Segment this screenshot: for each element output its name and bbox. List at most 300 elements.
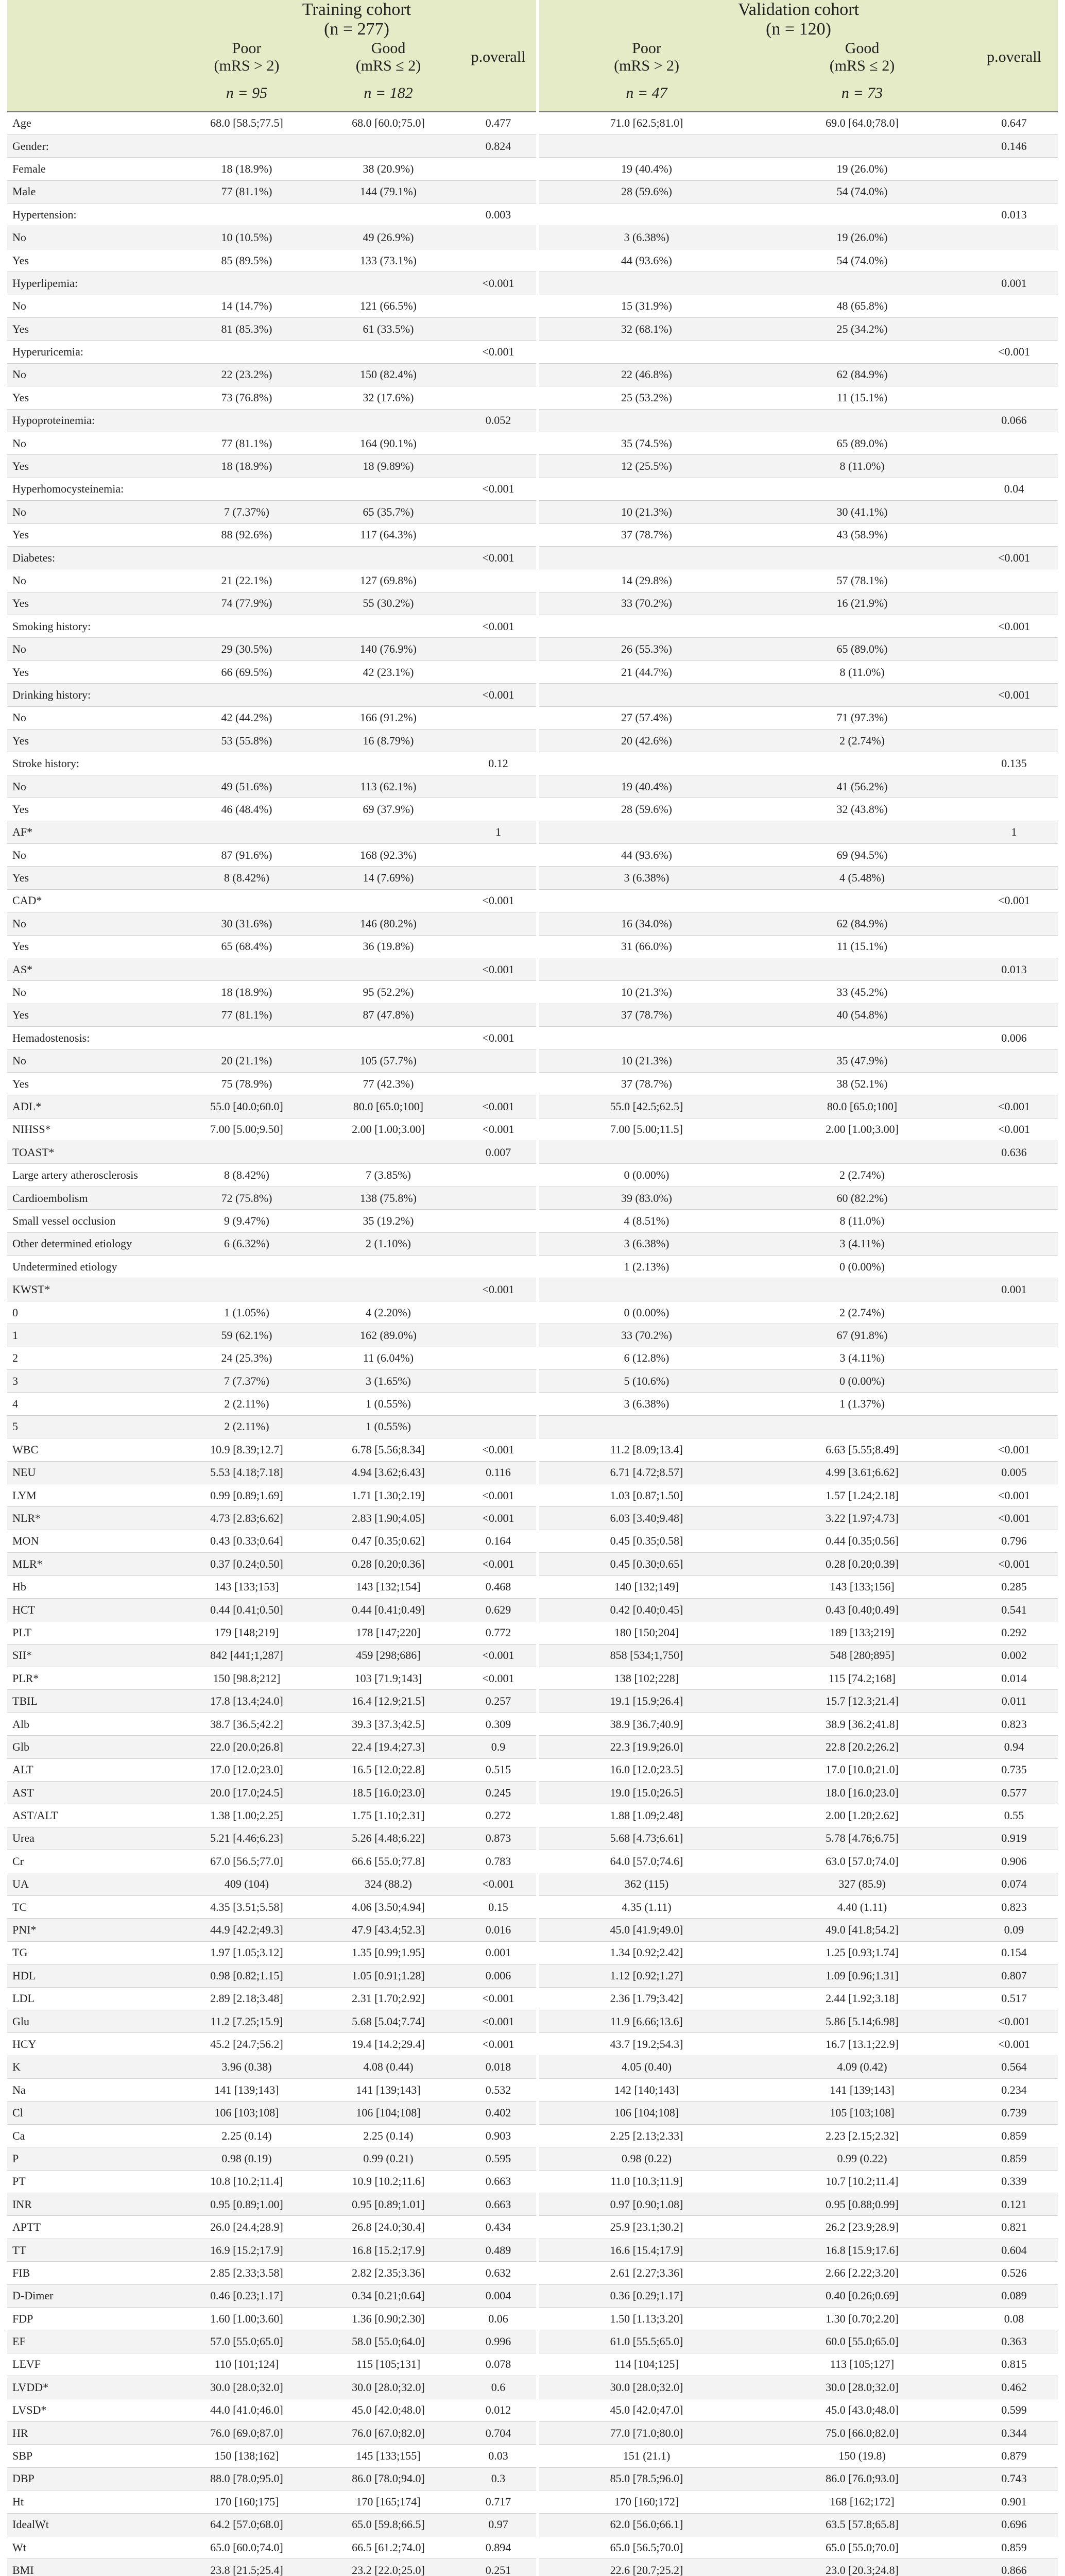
val-good-value: 1.25 [0.93;1.74] [754, 1941, 970, 1964]
train-p-value: 0.489 [460, 2239, 538, 2261]
train-poor-value: 110 [101;124] [177, 2353, 316, 2376]
val-p-value: 0.647 [970, 112, 1058, 134]
val-good-value: 32 (43.8%) [754, 798, 970, 821]
variable-label: Small vessel occlusion [7, 1210, 177, 1232]
val-good-value: 113 [105;127] [754, 2353, 970, 2376]
train-poor-value: 4.73 [2.83;6.62] [177, 1507, 316, 1530]
train-poor-value [177, 478, 316, 500]
table-row [7, 386, 1058, 409]
val-good-value: 69 (94.5%) [754, 844, 970, 867]
val-p-value: 0.55 [970, 1804, 1058, 1827]
val-good-value: 2.44 [1.92;3.18] [754, 1987, 970, 2010]
val-good-value: 23.0 [20.3;24.8] [754, 2559, 970, 2576]
table-row [7, 1782, 1058, 1804]
val-good-value: 38 (52.1%) [754, 1072, 970, 1095]
table-row [7, 1895, 1058, 1918]
val-good-value: 141 [139;143] [754, 2079, 970, 2102]
train-p-value: <0.001 [460, 546, 538, 569]
val-poor-value: 114 [104;125] [538, 2353, 754, 2376]
train-p-value: 0.016 [460, 1919, 538, 1941]
train-poor-value: 85 (89.5%) [177, 249, 316, 272]
train-p-value [460, 363, 538, 386]
train-poor-value: 14 (14.7%) [177, 295, 316, 317]
train-p-value: 0.477 [460, 112, 538, 134]
train-good-value: 1.36 [0.90;2.30] [316, 2308, 460, 2330]
variable-label: KWST* [7, 1278, 177, 1301]
val-p-value [970, 1347, 1058, 1369]
val-p-value [970, 249, 1058, 272]
val-good-value: 62 (84.9%) [754, 912, 970, 935]
train-p-value: 0.894 [460, 2536, 538, 2558]
val-poor-value: 55.0 [42.5;62.5] [538, 1095, 754, 1118]
val-p-value: 1 [970, 821, 1058, 843]
val-poor-value: 25.9 [23.1;30.2] [538, 2216, 754, 2239]
val-poor-value: 31 (66.0%) [538, 935, 754, 958]
val-p-value [970, 592, 1058, 615]
val-poor-value [538, 821, 754, 843]
train-p-value: 0.704 [460, 2421, 538, 2444]
val-good-value [754, 1415, 970, 1438]
variable-label: TC [7, 1895, 177, 1918]
val-poor-value: 45.0 [42.0;47.0] [538, 2399, 754, 2421]
val-p-value [970, 1210, 1058, 1232]
variable-label: Hypertension: [7, 204, 177, 226]
training-poor-header [177, 39, 316, 75]
train-p-value: <0.001 [460, 684, 538, 706]
variable-label: Na [7, 2079, 177, 2102]
val-poor-value [538, 615, 754, 638]
train-p-value: 0.164 [460, 1530, 538, 1552]
val-poor-value: 0 (0.00%) [538, 1164, 754, 1187]
variable-label: NEU [7, 1461, 177, 1484]
train-good-value: 0.28 [0.20;0.36] [316, 1553, 460, 1575]
val-p-value: <0.001 [970, 889, 1058, 912]
train-p-value [460, 592, 538, 615]
val-poor-value: 16.0 [12.0;23.5] [538, 1758, 754, 1781]
good-definition: (mRS ≤ 2) [829, 57, 895, 74]
variable-label: DBP [7, 2467, 177, 2490]
train-poor-value: 38.7 [36.5;42.2] [177, 1713, 316, 1735]
train-poor-value: 59 (62.1%) [177, 1324, 316, 1347]
train-p-value: 0.468 [460, 1575, 538, 1598]
train-good-value: 117 (64.3%) [316, 523, 460, 546]
val-poor-value [538, 478, 754, 500]
train-p-value: <0.001 [460, 1095, 538, 1118]
table-row [7, 409, 1058, 432]
val-p-value: 0.739 [970, 2102, 1058, 2124]
table-row [7, 1461, 1058, 1484]
val-p-value: 0.526 [970, 2262, 1058, 2284]
val-good-value: 63.5 [57.8;65.8] [754, 2513, 970, 2536]
train-good-value: 138 (75.8%) [316, 1187, 460, 1209]
train-poor-value: 64.2 [57.0;68.0] [177, 2513, 316, 2536]
table-row [7, 1187, 1058, 1209]
val-poor-value [538, 134, 754, 157]
val-good-value: 45.0 [43.0;48.0] [754, 2399, 970, 2421]
training-cohort-title: Training cohort [302, 0, 411, 19]
val-good-value: 2.23 [2.15;2.32] [754, 2124, 970, 2147]
val-poor-value: 85.0 [78.5;96.0] [538, 2467, 754, 2490]
val-good-value: 2.00 [1.20;2.62] [754, 1804, 970, 1827]
val-p-value [970, 180, 1058, 203]
val-poor-value: 19 (40.4%) [538, 775, 754, 798]
table-row [7, 1941, 1058, 1964]
train-poor-value: 66 (69.5%) [177, 660, 316, 683]
val-p-value: 0.879 [970, 2445, 1058, 2467]
table-row [7, 958, 1058, 980]
train-good-value: 459 [298;686] [316, 1644, 460, 1667]
train-poor-value: 0.43 [0.33;0.64] [177, 1530, 316, 1552]
variable-label: NIHSS* [7, 1118, 177, 1141]
train-good-value: 105 (57.7%) [316, 1049, 460, 1072]
header-empty-cell [970, 75, 1058, 112]
variable-label: Stroke history: [7, 752, 177, 775]
train-poor-value: 1.38 [1.00;2.25] [177, 1804, 316, 1827]
train-poor-value: 8 (8.42%) [177, 1164, 316, 1187]
train-p-value: 0.257 [460, 1690, 538, 1713]
val-poor-value [538, 752, 754, 775]
val-poor-value: 16.6 [15.4;17.9] [538, 2239, 754, 2261]
val-p-value [970, 1004, 1058, 1026]
variable-label: BMI [7, 2559, 177, 2576]
val-p-value: 0.735 [970, 1758, 1058, 1781]
table-row [7, 2421, 1058, 2444]
variable-label: Yes [7, 1004, 177, 1026]
table-body [7, 112, 1058, 2576]
train-p-value: 0.06 [460, 2308, 538, 2330]
val-good-value [754, 889, 970, 912]
val-good-value [754, 615, 970, 638]
val-p-value: 0.859 [970, 2536, 1058, 2558]
train-p-value: 0.824 [460, 134, 538, 157]
train-good-value: 69 (37.9%) [316, 798, 460, 821]
train-p-value: 0.003 [460, 204, 538, 226]
val-p-value [970, 1369, 1058, 1392]
val-p-value [970, 569, 1058, 592]
train-good-value [316, 204, 460, 226]
train-good-value [316, 478, 460, 500]
val-good-value: 2 (2.74%) [754, 730, 970, 752]
train-good-value: 0.44 [0.41;0.49] [316, 1598, 460, 1621]
train-p-value: <0.001 [460, 1987, 538, 2010]
train-p-value: <0.001 [460, 1507, 538, 1530]
val-p-value: <0.001 [970, 546, 1058, 569]
val-good-value: 16.8 [15.9;17.6] [754, 2239, 970, 2261]
table-row [7, 1964, 1058, 1987]
table-row [7, 432, 1058, 454]
val-p-value: <0.001 [970, 684, 1058, 706]
train-good-value: 5.68 [5.04;7.74] [316, 2010, 460, 2032]
table-row [7, 1347, 1058, 1369]
variable-label: Large artery atherosclerosis [7, 1164, 177, 1187]
table-row [7, 363, 1058, 386]
val-poor-value: 2.25 [2.13;2.33] [538, 2124, 754, 2147]
poor-label: Poor [632, 40, 661, 57]
table-row [7, 867, 1058, 889]
val-good-value: 0.43 [0.40;0.49] [754, 1598, 970, 1621]
table-row [7, 1827, 1058, 1850]
train-p-value [460, 981, 538, 1004]
variable-label: SII* [7, 1644, 177, 1667]
train-p-value: 0.006 [460, 1964, 538, 1987]
val-poor-value: 28 (59.6%) [538, 180, 754, 203]
val-p-value [970, 501, 1058, 523]
table-row [7, 523, 1058, 546]
train-poor-value: 0.95 [0.89;1.00] [177, 2193, 316, 2216]
train-poor-value: 17.0 [12.0;23.0] [177, 1758, 316, 1781]
val-poor-value: 7.00 [5.00;11.5] [538, 1118, 754, 1141]
baseline-characteristics-table [7, 0, 1058, 2576]
variable-label: No [7, 432, 177, 454]
val-good-value: 62 (84.9%) [754, 363, 970, 386]
val-poor-value: 11.0 [10.3;11.9] [538, 2170, 754, 2193]
val-good-value [754, 409, 970, 432]
table-row [7, 1232, 1058, 1255]
val-p-value: 0.006 [970, 1027, 1058, 1049]
train-good-value: 11 (6.04%) [316, 1347, 460, 1369]
variable-label: Urea [7, 1827, 177, 1850]
val-poor-value: 11.2 [8.09;13.4] [538, 1438, 754, 1461]
val-good-value: 69.0 [64.0;78.0] [754, 112, 970, 134]
val-p-value: <0.001 [970, 615, 1058, 638]
val-good-value: 48 (65.8%) [754, 295, 970, 317]
train-p-value: 0.309 [460, 1713, 538, 1735]
train-p-value: 0.532 [460, 2079, 538, 2102]
train-poor-value [177, 1141, 316, 1164]
train-p-value: <0.001 [460, 2033, 538, 2056]
train-poor-value: 7.00 [5.00;9.50] [177, 1118, 316, 1141]
val-good-value: 0.28 [0.20;0.39] [754, 1553, 970, 1575]
train-p-value [460, 455, 538, 478]
table-row [7, 1278, 1058, 1301]
train-good-value: 22.4 [19.4;27.3] [316, 1736, 460, 1758]
train-p-value: 0.402 [460, 2102, 538, 2124]
val-good-value: 75.0 [66.0;82.0] [754, 2421, 970, 2444]
val-p-value: 0.823 [970, 1713, 1058, 1735]
train-p-value [460, 844, 538, 867]
train-p-value [460, 569, 538, 592]
val-poor-value: 6.71 [4.72;8.57] [538, 1461, 754, 1484]
val-good-value: 63.0 [57.0;74.0] [754, 1850, 970, 1873]
train-good-value [316, 752, 460, 775]
training-good-count: n = 182 [316, 75, 460, 112]
train-poor-value: 30.0 [28.0;32.0] [177, 2376, 316, 2399]
table-row [7, 2033, 1058, 2056]
train-good-value: 146 (80.2%) [316, 912, 460, 935]
val-p-value: 0.013 [970, 958, 1058, 980]
train-p-value: <0.001 [460, 1027, 538, 1049]
val-good-value: 11 (15.1%) [754, 935, 970, 958]
train-good-value: 168 (92.3%) [316, 844, 460, 867]
train-poor-value: 65.0 [60.0;74.0] [177, 2536, 316, 2558]
variable-label: Smoking history: [7, 615, 177, 638]
val-good-value: 19 (26.0%) [754, 158, 970, 180]
val-p-value: 0.09 [970, 1919, 1058, 1941]
val-good-value: 54 (74.0%) [754, 180, 970, 203]
variable-label: HR [7, 2421, 177, 2444]
val-good-value: 5.86 [5.14;6.98] [754, 2010, 970, 2032]
val-p-value: 0.901 [970, 2490, 1058, 2513]
val-good-value: 65.0 [55.0;70.0] [754, 2536, 970, 2558]
table-row [7, 2056, 1058, 2078]
val-good-value: 0.44 [0.35;0.56] [754, 1530, 970, 1552]
table-row [7, 912, 1058, 935]
variable-label: CAD* [7, 889, 177, 912]
variable-label: PNI* [7, 1919, 177, 1941]
train-p-value: 0.001 [460, 1941, 538, 1964]
train-poor-value: 76.0 [69.0;87.0] [177, 2421, 316, 2444]
train-poor-value: 2.85 [2.33;3.58] [177, 2262, 316, 2284]
variable-label: Alb [7, 1713, 177, 1735]
val-good-value [754, 478, 970, 500]
val-poor-value: 33 (70.2%) [538, 1324, 754, 1347]
train-poor-value: 179 [148;219] [177, 1621, 316, 1644]
val-good-value: 11 (15.1%) [754, 386, 970, 409]
table-row [7, 2216, 1058, 2239]
val-good-value: 71 (97.3%) [754, 706, 970, 729]
train-good-value: 30.0 [28.0;32.0] [316, 2376, 460, 2399]
train-p-value: <0.001 [460, 1553, 538, 1575]
table-row [7, 204, 1058, 226]
table-row [7, 2536, 1058, 2558]
variable-label: FIB [7, 2262, 177, 2284]
val-good-value: 38.9 [36.2;41.8] [754, 1713, 970, 1735]
val-p-value: 0.344 [970, 2421, 1058, 2444]
train-good-value: 0.47 [0.35;0.62] [316, 1530, 460, 1552]
table-row [7, 2445, 1058, 2467]
table-row [7, 2490, 1058, 2513]
val-p-value [970, 660, 1058, 683]
val-p-value: <0.001 [970, 1095, 1058, 1118]
val-p-value: 0.089 [970, 2284, 1058, 2307]
train-poor-value [177, 821, 316, 843]
table-row [7, 501, 1058, 523]
train-good-value [316, 958, 460, 980]
table-row [7, 1484, 1058, 1506]
val-good-value: 1.30 [0.70;2.20] [754, 2308, 970, 2330]
table-row [7, 592, 1058, 615]
train-good-value: 39.3 [37.3;42.5] [316, 1713, 460, 1735]
train-poor-value: 72 (75.8%) [177, 1187, 316, 1209]
val-p-value: 0.014 [970, 1667, 1058, 1690]
table-row [7, 1690, 1058, 1713]
val-p-value: 0.906 [970, 1850, 1058, 1873]
train-good-value: 18 (9.89%) [316, 455, 460, 478]
val-p-value: 0.339 [970, 2170, 1058, 2193]
val-poor-value: 3 (6.38%) [538, 226, 754, 249]
val-poor-value: 37 (78.7%) [538, 1072, 754, 1095]
train-good-value: 166 (91.2%) [316, 706, 460, 729]
table-row [7, 2079, 1058, 2102]
train-p-value: <0.001 [460, 615, 538, 638]
val-p-value: 0.002 [970, 1644, 1058, 1667]
val-p-value [970, 295, 1058, 317]
train-p-value: 0.018 [460, 2056, 538, 2078]
table-row [7, 226, 1058, 249]
val-p-value [970, 1301, 1058, 1324]
train-poor-value: 26.0 [24.4;28.9] [177, 2216, 316, 2239]
val-good-value: 1.57 [1.24;2.18] [754, 1484, 970, 1506]
train-good-value: 178 [147;220] [316, 1621, 460, 1644]
variable-label: Cr [7, 1850, 177, 1873]
val-poor-value: 15 (31.9%) [538, 295, 754, 317]
val-poor-value: 62.0 [56.0;66.1] [538, 2513, 754, 2536]
train-poor-value: 2 (2.11%) [177, 1393, 316, 1415]
val-p-value: <0.001 [970, 1553, 1058, 1575]
train-p-value [460, 1187, 538, 1209]
val-poor-value: 22.6 [20.7;25.2] [538, 2559, 754, 2576]
val-poor-value: 11.9 [6.66;13.6] [538, 2010, 754, 2032]
variable-label: EF [7, 2330, 177, 2353]
val-p-value [970, 432, 1058, 454]
train-poor-value: 88 (92.6%) [177, 523, 316, 546]
val-good-value: 0.40 [0.26;0.69] [754, 2284, 970, 2307]
train-poor-value: 45.2 [24.7;56.2] [177, 2033, 316, 2056]
train-p-value [460, 1049, 538, 1072]
train-p-value [460, 180, 538, 203]
val-poor-value: 22 (46.8%) [538, 363, 754, 386]
table-row [7, 1621, 1058, 1644]
val-p-value [970, 386, 1058, 409]
train-p-value: 0.15 [460, 1895, 538, 1918]
variable-label: Ca [7, 2124, 177, 2147]
val-p-value: 0.517 [970, 1987, 1058, 2010]
train-poor-value: 42 (44.2%) [177, 706, 316, 729]
val-poor-value [538, 341, 754, 363]
variable-label: Male [7, 180, 177, 203]
val-p-value: 0.135 [970, 752, 1058, 775]
val-good-value: 327 (85.9) [754, 1873, 970, 1895]
validation-cohort-header [538, 0, 1058, 39]
train-good-value: 1 (0.55%) [316, 1393, 460, 1415]
variable-label: Undetermined etiology [7, 1256, 177, 1278]
train-p-value: 0.97 [460, 2513, 538, 2536]
train-good-value: 61 (33.5%) [316, 318, 460, 341]
val-poor-value: 1.12 [0.92;1.27] [538, 1964, 754, 1987]
val-poor-value: 10 (21.3%) [538, 501, 754, 523]
val-poor-value: 5 (10.6%) [538, 1369, 754, 1392]
train-good-value: 4 (2.20%) [316, 1301, 460, 1324]
val-good-value: 26.2 [23.9;28.9] [754, 2216, 970, 2239]
train-poor-value: 16.9 [15.2;17.9] [177, 2239, 316, 2261]
val-good-value: 86.0 [76.0;93.0] [754, 2467, 970, 2490]
train-p-value: 0.772 [460, 1621, 538, 1644]
val-poor-value: 16 (34.0%) [538, 912, 754, 935]
variable-label: HDL [7, 1964, 177, 1987]
train-p-value [460, 935, 538, 958]
train-good-value: 32 (17.6%) [316, 386, 460, 409]
variable-label: PLR* [7, 1667, 177, 1690]
train-p-value [460, 730, 538, 752]
val-good-value: 4.40 (1.11) [754, 1895, 970, 1918]
train-p-value: 0.004 [460, 2284, 538, 2307]
train-p-value: <0.001 [460, 272, 538, 295]
val-poor-value: 19.0 [15.0;26.5] [538, 1782, 754, 1804]
train-good-value: 6.78 [5.56;8.34] [316, 1438, 460, 1461]
variable-label: Yes [7, 386, 177, 409]
variable-label: D-Dimer [7, 2284, 177, 2307]
val-poor-value: 45.0 [41.9;49.0] [538, 1919, 754, 1941]
train-p-value: 0.595 [460, 2147, 538, 2170]
train-good-value: 140 (76.9%) [316, 638, 460, 660]
val-poor-value: 1.03 [0.87;1.50] [538, 1484, 754, 1506]
train-p-value: 0.717 [460, 2490, 538, 2513]
variable-label: Yes [7, 730, 177, 752]
variable-label: No [7, 638, 177, 660]
val-good-value [754, 341, 970, 363]
train-good-value: 127 (69.8%) [316, 569, 460, 592]
train-p-value: <0.001 [460, 341, 538, 363]
